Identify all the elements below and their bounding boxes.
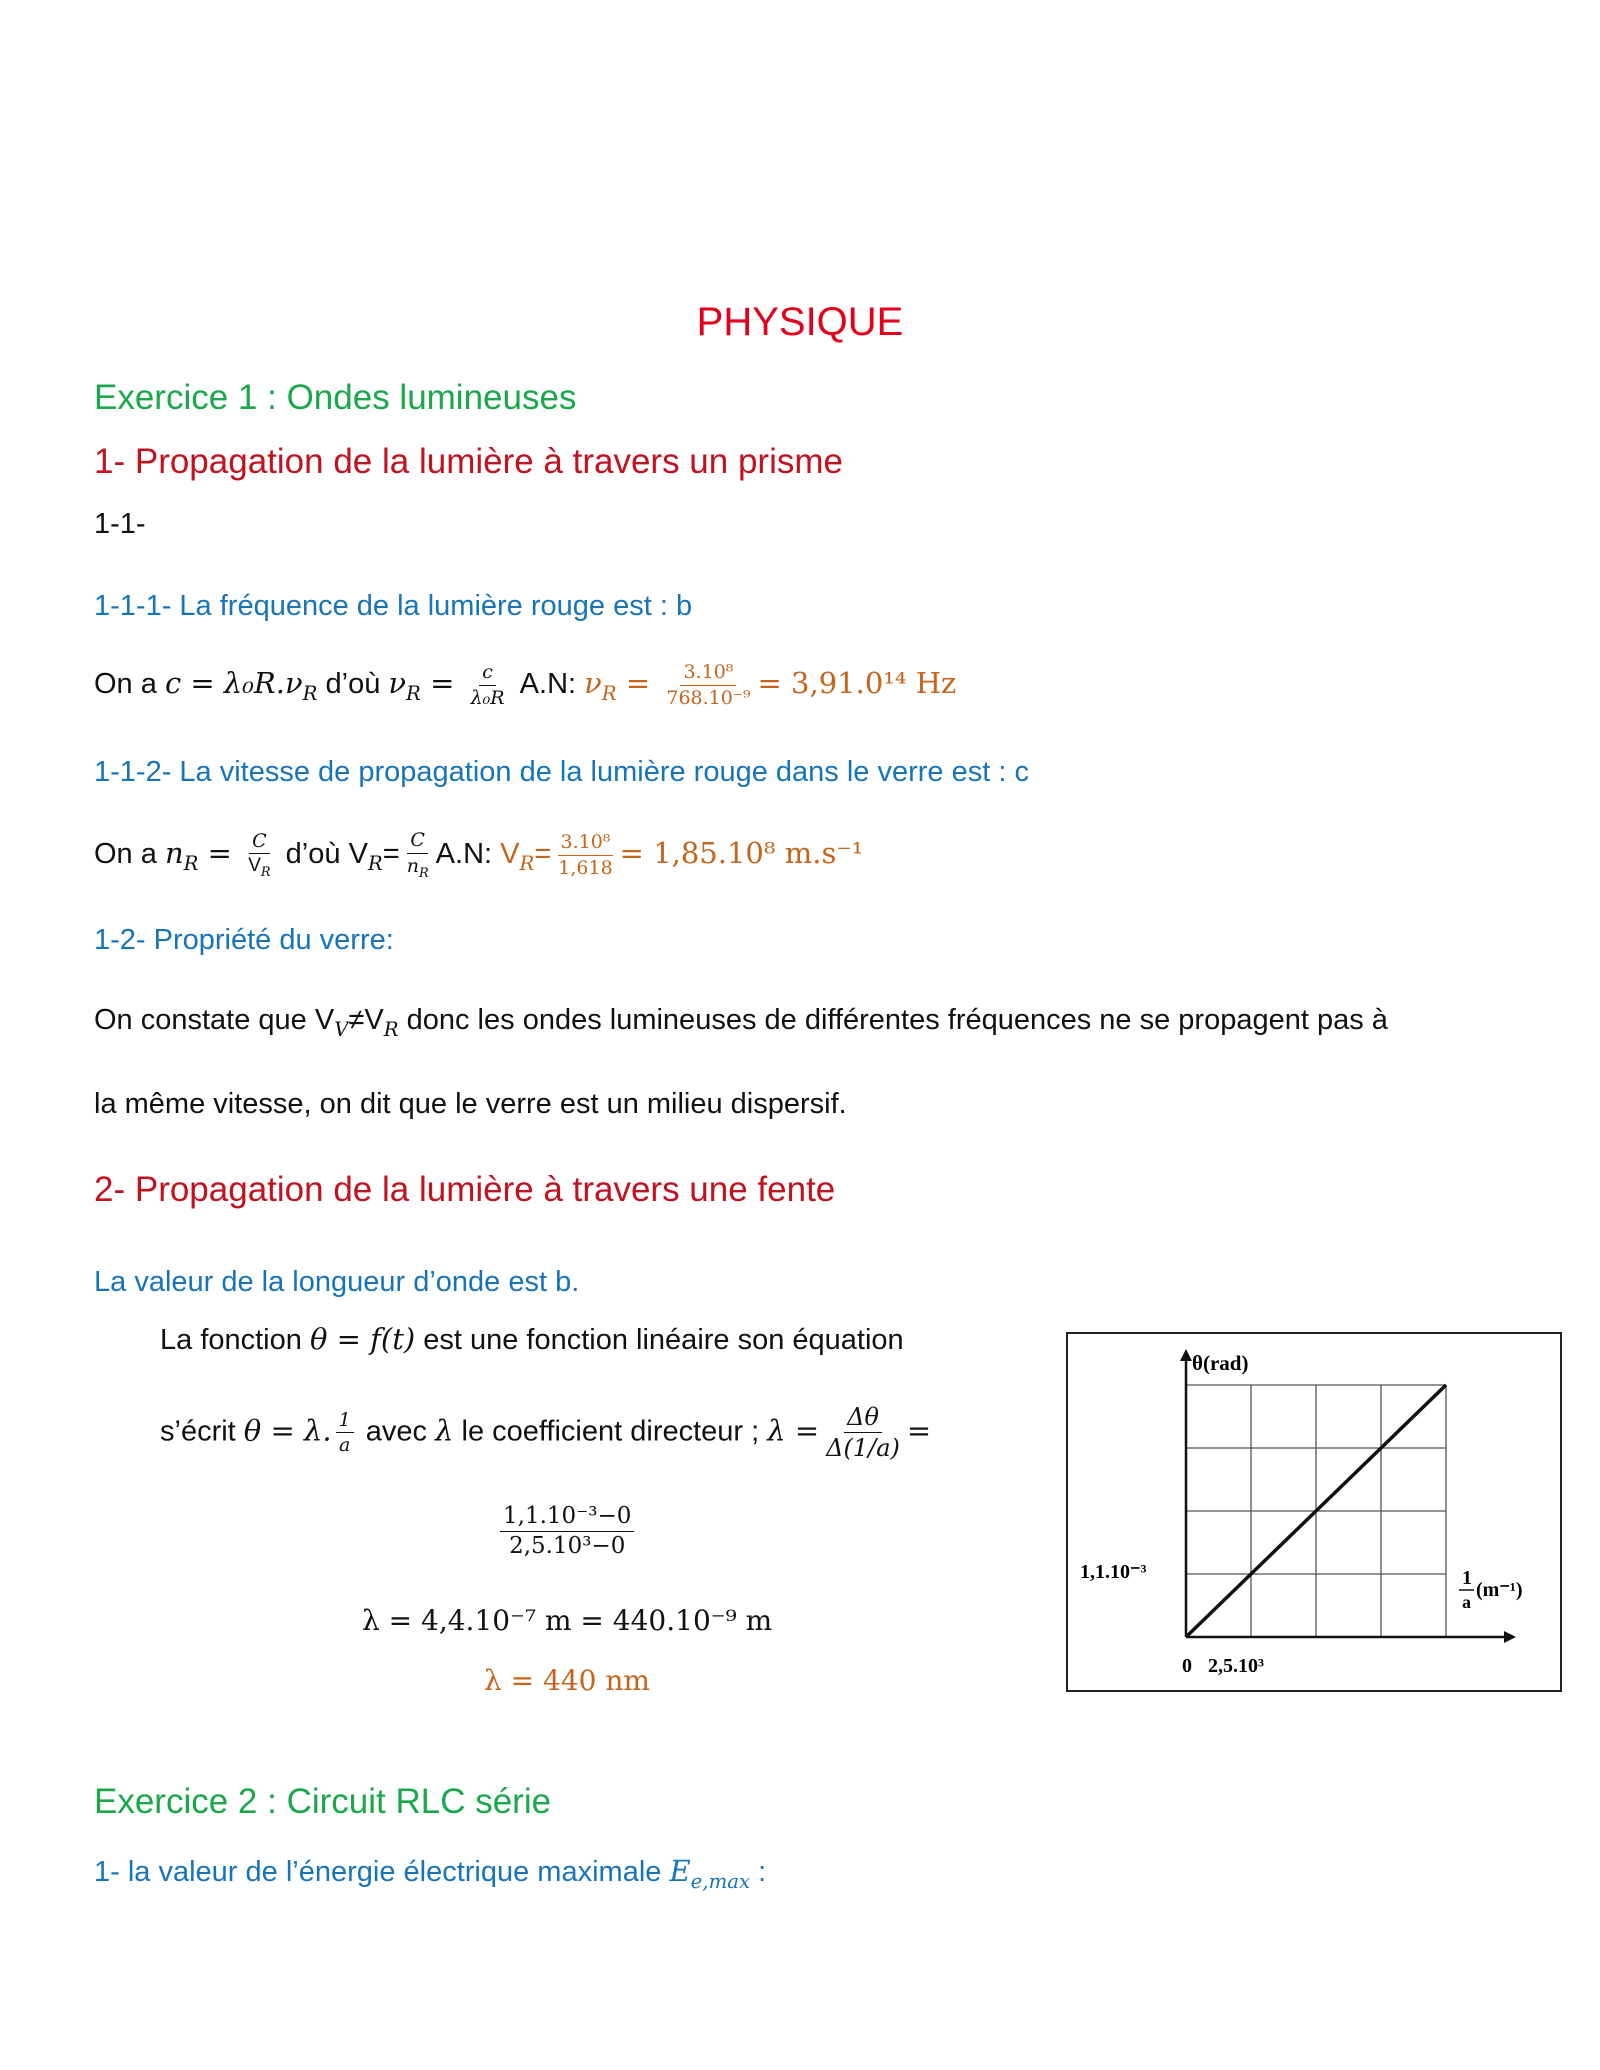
answer-text: s’écrit	[160, 1415, 244, 1448]
numerator: c	[479, 662, 496, 686]
denominator: n	[406, 854, 419, 877]
n-symbol: n	[164, 836, 184, 871]
fraction	[468, 662, 508, 709]
x-label-unit: (m⁻¹)	[1476, 1579, 1523, 1601]
answer-text: est une fonction linéaire son équation	[415, 1324, 904, 1356]
denominator: λ₀R	[470, 686, 505, 709]
y-axis-arrow	[1180, 1349, 1192, 1361]
subscript: R	[601, 681, 617, 705]
answer-text: On constate que V	[94, 1004, 335, 1036]
subscript: R	[183, 851, 199, 875]
answer-1-2-line1	[94, 1004, 1388, 1041]
subscript: e,max	[690, 1869, 751, 1893]
equals: =	[420, 666, 464, 701]
question-1-2: 1-2- Propriété du verre:	[94, 924, 394, 956]
x-axis-arrow	[1504, 1631, 1516, 1643]
question-2: La valeur de la longueur d’onde est b.	[94, 1266, 580, 1298]
nu-symbol: ν	[584, 666, 602, 701]
an-label: A.N:	[519, 668, 585, 701]
denominator: Δ(1/a)	[826, 1434, 900, 1463]
fraction	[823, 1404, 903, 1462]
formula-c: c = λ₀R.ν	[164, 666, 303, 701]
subscript: R	[260, 865, 271, 881]
x-tick-label: 2,5.10³	[1208, 1655, 1264, 1677]
subscript: R	[383, 1017, 399, 1041]
equals: =	[906, 1413, 932, 1448]
subscript: R	[367, 851, 383, 875]
answer-1-1-1: On a $c = \lambda_0R.\nu_R$ d’où $\nu_R$ = $\frac{c}{\text{λ₀R}}$ A.N: $\nu_R$ = $\frac{\text{3.10⁸}}{\text{768.10⁻⁹}}$ = 3,91.0¹⁴ Hz	[94, 661, 957, 709]
fraction	[500, 1504, 634, 1560]
formula: θ = λ.	[243, 1413, 332, 1448]
subscript: V	[334, 1017, 349, 1041]
page-title: PHYSIQUE	[696, 300, 904, 344]
y-axis-label: θ(rad)	[1192, 1351, 1249, 1375]
numerator: C	[407, 830, 428, 854]
subscript: R	[519, 851, 535, 875]
section-2-heading: 2- Propagation de la lumière à travers une fente	[94, 1170, 836, 1209]
denominator: V	[248, 855, 261, 877]
answer-text: d’où	[317, 668, 389, 701]
denominator: 768.10⁻⁹	[666, 686, 751, 709]
section-1-heading: 1- Propagation de la lumière à travers un prisme	[94, 442, 843, 481]
answer-text: d’où V	[277, 838, 368, 871]
graph-frame	[1066, 1332, 1562, 1692]
x-label-denominator: a	[1462, 1592, 1471, 1612]
result: = 3,91.0¹⁴ Hz	[757, 666, 957, 701]
answer-2-line1	[160, 1322, 904, 1357]
answer-text: le coefficient directeur ;	[453, 1415, 768, 1448]
fraction	[404, 830, 432, 881]
formula: θ = f(t)	[309, 1322, 416, 1356]
numerator: Δθ	[844, 1404, 882, 1433]
answer-1-2-line2: la même vitesse, on dit que le verre est un milieu dispersif.	[94, 1088, 847, 1120]
formula: λ =	[767, 1413, 820, 1448]
question-text: :	[750, 1856, 767, 1888]
origin-label: 0	[1182, 1655, 1192, 1677]
numerator: 1,1.10⁻³−0	[500, 1504, 634, 1532]
numerator: 3.10⁸	[558, 832, 614, 856]
numerator: 1	[336, 1410, 354, 1434]
numerator: 3.10⁸	[680, 662, 736, 686]
numerator: C	[249, 831, 270, 855]
answer-2-line2	[160, 1404, 931, 1462]
fraction	[555, 832, 615, 879]
denominator: a	[338, 1434, 351, 1457]
v-symbol: V	[500, 838, 520, 871]
exercise-1-heading: Exercice 1 : Ondes lumineuses	[94, 378, 577, 417]
equals: =	[382, 838, 400, 871]
answer-text: La fonction	[160, 1324, 310, 1356]
answer-2-line3: λ = 4,4.10⁻⁷ m = 440.10⁻⁹ m	[362, 1604, 773, 1637]
question-ex2-1	[94, 1854, 766, 1893]
answer-2-fraction	[496, 1504, 638, 1560]
fraction	[336, 1410, 354, 1457]
answer-text: On a	[94, 838, 165, 871]
exercise-2-heading: Exercice 2 : Circuit RLC série	[94, 1782, 552, 1821]
answer-text: donc les ondes lumineuses de différentes fréquences ne se propagent pas à	[398, 1004, 1388, 1036]
subscript: R	[406, 681, 421, 705]
question-text: 1- la valeur de l’énergie électrique maximale	[94, 1856, 670, 1888]
answer-text: On a	[94, 668, 165, 701]
answer-1-1-2: On a $n_R$ = $\frac{C}{V_R}$ d’où $V_R=$ $\frac{C}{n_R}$ A.N: $V_R=$ $\frac{\text{3.10⁸}}{1,618}$ = 1,85.10⁸ m.s⁻¹	[94, 829, 864, 881]
question-1-1-2: 1-1-2- La vitesse de propagation de la lumière rouge dans le verre est : c	[94, 756, 1029, 788]
fraction	[245, 831, 273, 881]
result: = 1,85.10⁸ m.s⁻¹	[619, 836, 864, 871]
question-1-1-1: 1-1-1- La fréquence de la lumière rouge est : b	[94, 590, 693, 622]
nu-symbol: ν	[388, 666, 407, 701]
y-tick-label: 1,1.10⁻³	[1080, 1561, 1147, 1583]
denominator: 2,5.10³−0	[509, 1533, 626, 1560]
energy-symbol: E	[669, 1854, 691, 1888]
lambda-symbol: λ	[435, 1413, 454, 1448]
question-1-1: 1-1-	[94, 508, 146, 540]
fraction	[663, 662, 753, 709]
linear-graph	[1068, 1334, 1560, 1690]
subscript: R	[418, 865, 429, 881]
answer-2-result: λ = 440 nm	[484, 1664, 650, 1697]
answer-text: ≠V	[348, 1004, 384, 1036]
answer-text: avec	[357, 1415, 436, 1448]
denominator: 1,618	[558, 856, 613, 879]
x-label-numerator: 1	[1462, 1567, 1472, 1589]
subscript: R	[302, 681, 318, 705]
an-label: A.N:	[435, 838, 501, 871]
